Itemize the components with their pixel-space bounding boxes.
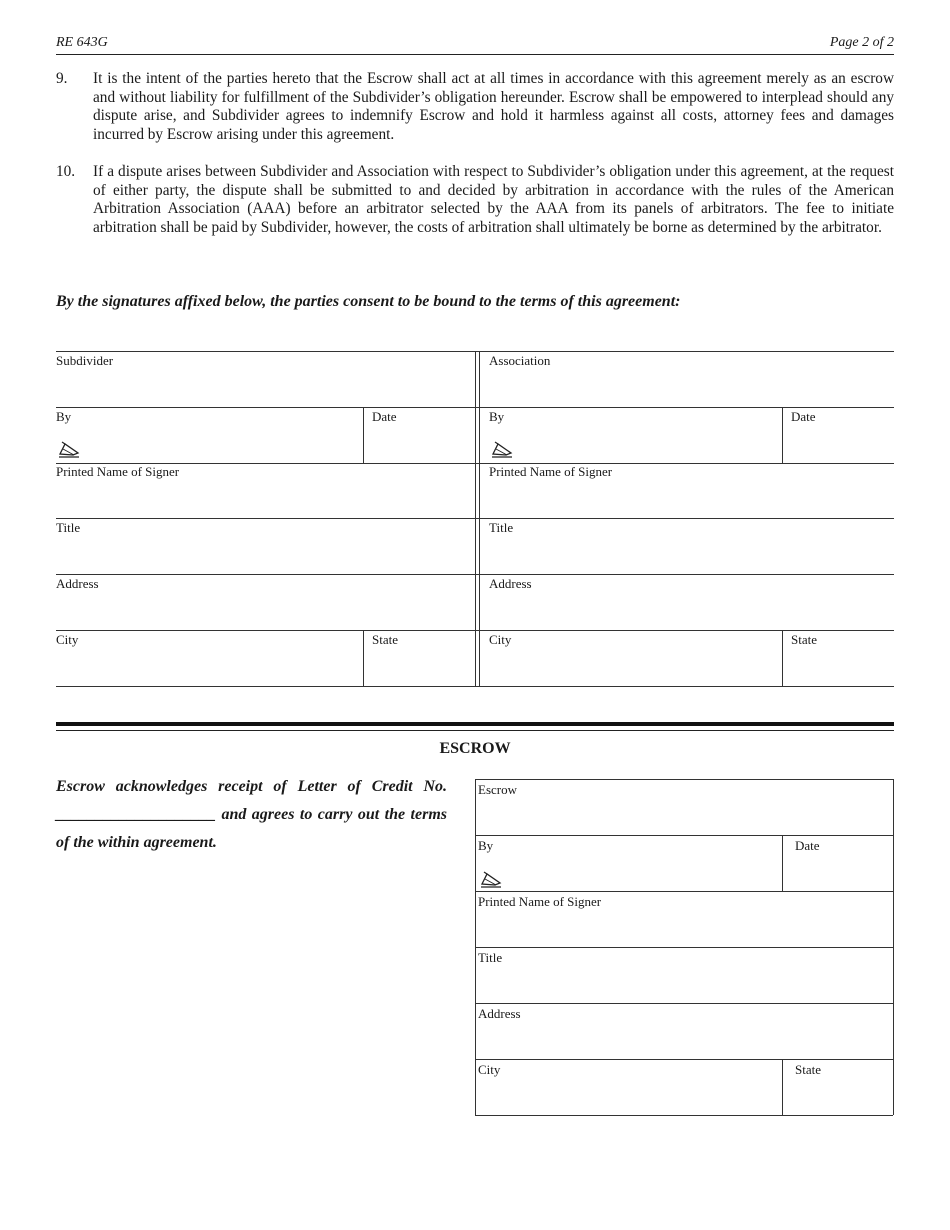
- box-left-edge: [475, 779, 476, 1115]
- state-divider: [363, 630, 364, 686]
- consent-statement: By the signatures affixed below, the parties consent to be bound to the terms of this agreement:: [56, 293, 681, 310]
- state-divider: [782, 1059, 783, 1115]
- subdivider-name-field[interactable]: Subdivider: [56, 353, 114, 368]
- row-line: [475, 1115, 893, 1116]
- subdivider-address-field[interactable]: Address: [56, 576, 99, 591]
- box-right-edge: [893, 779, 894, 1115]
- row-line: [475, 835, 893, 836]
- escrow-acknowledgment: Escrow acknowledges receipt of Letter of Credit No. ____________________ and agrees to carry out the terms of the within agreement.: [56, 778, 447, 851]
- escrow-printed-name-field[interactable]: Printed Name of Signer: [478, 894, 602, 909]
- clause-text: It is the intent of the parties hereto that the Escrow shall act at all times in accordance with this agreement merely as an escrow and without liability for fulfillment of the Subdivider’s obligation hereunder. Escrow shall be empowered to interplead should any dispute arise, and Subdivider agrees to indemnify Escrow and hold it harmless against all costs, attorney fees and damages incurred by Escrow arising under this agreement.: [93, 70, 894, 143]
- association-title-field[interactable]: Title: [489, 520, 514, 535]
- date-divider: [363, 407, 364, 463]
- row-line: [475, 1059, 893, 1060]
- clause-9: [56, 70, 894, 144]
- escrow-title-field[interactable]: Title: [478, 950, 503, 965]
- pen-signature-icon: [480, 870, 502, 888]
- page-number: Page 2 of 2: [829, 35, 894, 50]
- escrow-by-field[interactable]: By: [478, 838, 494, 853]
- escrow-name-field[interactable]: Escrow: [478, 782, 517, 797]
- association-name-field[interactable]: Association: [489, 353, 551, 368]
- section-divider-thick: [56, 722, 894, 726]
- association-state-field[interactable]: State: [791, 632, 817, 647]
- association-city-field[interactable]: City: [489, 632, 512, 647]
- clause-number: 9.: [56, 70, 68, 87]
- association-by-field[interactable]: By: [489, 409, 505, 424]
- column-divider: [475, 351, 476, 686]
- row-line: [475, 947, 893, 948]
- subdivider-state-field[interactable]: State: [372, 632, 398, 647]
- row-line: [475, 779, 893, 780]
- state-divider: [782, 630, 783, 686]
- association-address-field[interactable]: Address: [489, 576, 532, 591]
- escrow-address-field[interactable]: Address: [478, 1006, 521, 1021]
- section-divider-thin: [56, 730, 894, 731]
- association-date-field[interactable]: Date: [791, 409, 816, 424]
- subdivider-city-field[interactable]: City: [56, 632, 79, 647]
- escrow-date-field[interactable]: Date: [795, 838, 820, 853]
- subdivider-title-field[interactable]: Title: [56, 520, 81, 535]
- row-line: [475, 1003, 893, 1004]
- escrow-state-field[interactable]: State: [795, 1062, 821, 1077]
- clause-number: 10.: [56, 163, 76, 180]
- form-id: RE 643G: [56, 35, 108, 50]
- date-divider: [782, 407, 783, 463]
- column-divider: [479, 351, 480, 686]
- row-line: [475, 891, 893, 892]
- date-divider: [782, 835, 783, 891]
- association-printed-name-field[interactable]: Printed Name of Signer: [489, 464, 613, 479]
- header-divider: [56, 54, 894, 55]
- clause-text: If a dispute arises between Subdivider and Association with respect to Subdivider’s obligation under this agreement, at the request of either party, the dispute shall be submitted to and decided by arbitration in accordance with the rules of the American Arbitration Association (AAA) before an arbitrator selected by the AAA from its panels of arbitrators. The fee to initiate arbitration shall be paid by Subdivider, however, the costs of arbitration shall ultimately be borne as determined by the arbitrator.: [93, 163, 894, 236]
- escrow-city-field[interactable]: City: [478, 1062, 501, 1077]
- subdivider-date-field[interactable]: Date: [372, 409, 397, 424]
- subdivider-printed-name-field[interactable]: Printed Name of Signer: [56, 464, 180, 479]
- row-line: [56, 686, 894, 687]
- pen-signature-icon: [58, 440, 80, 458]
- clause-10: [56, 163, 894, 237]
- escrow-section-title: ESCROW: [439, 740, 511, 757]
- pen-signature-icon: [491, 440, 513, 458]
- subdivider-by-field[interactable]: By: [56, 409, 72, 424]
